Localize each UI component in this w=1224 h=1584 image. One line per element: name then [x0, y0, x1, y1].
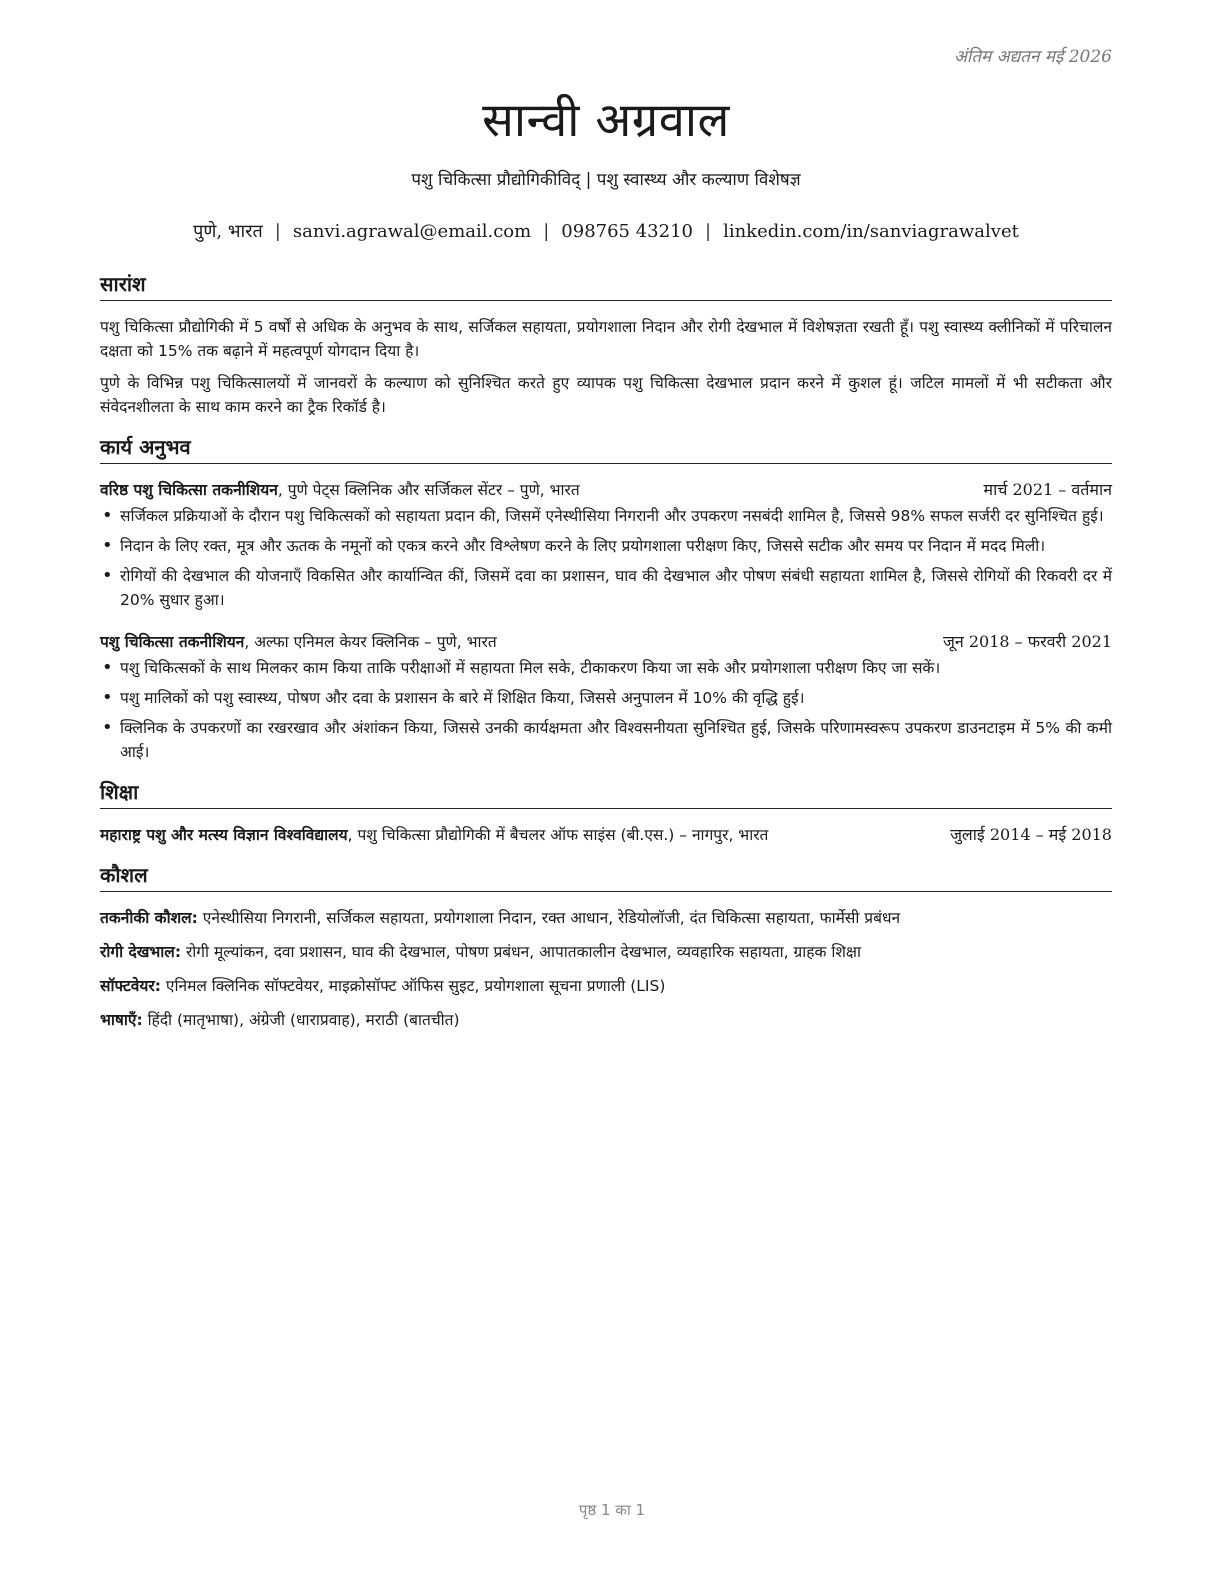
job-dates: मार्च 2021 – वर्तमान [983, 480, 1112, 499]
skill-value: एनिमल क्लिनिक सॉफ्टवेयर, माइक्रोसॉफ्ट ऑफिस सुइट, प्रयोगशाला सूचना प्रणाली (LIS) [160, 977, 666, 995]
candidate-name: सान्वी अग्रवाल [482, 93, 730, 148]
job-bullet: • क्लिनिक के उपकरणों का रखरखाव और अंशांकन किया, जिससे उनकी कार्यक्षमता और विश्वसनीयता सुनिश्चित हुई, जिसके परिणामस्वरूप उपकरण डाउनटाइम में 5% की कमी आई। [120, 716, 1112, 764]
education-degree: , पशु चिकित्सा प्रौद्योगिकी में बैचलर ऑफ साइंस (बी.एस.) – नागपुर, भारत [347, 826, 769, 844]
skill-line [100, 1008, 1112, 1032]
job-bullet: • पशु चिकित्सकों के साथ मिलकर काम किया ताकि परीक्षाओं में सहायता मिल सके, टीकाकरण किया जा सके और प्रयोगशाला परीक्षण किए जा सकें। [120, 656, 1112, 680]
job-title-line [100, 478, 580, 502]
summary-paragraph: पुणे के विभिन्न पशु चिकित्सालयों में जानवरों के कल्याण को सुनिश्चित करते हुए व्यापक पशु चिकित्सा देखभाल प्रदान करने में कुशल हूं। जटिल मामलों में भी सटीकता और संवेदनशीलता के साथ काम करने का ट्रैक रिकॉर्ड है। [100, 374, 1112, 416]
skill-label: तकनीकी कौशल: [100, 909, 198, 927]
job-entry [100, 630, 1112, 764]
job-role: वरिष्ठ पशु चिकित्सा तकनीशियन [100, 481, 278, 499]
job-bullet: • पशु मालिकों को पशु स्वास्थ्य, पोषण और दवा के प्रशासन के बारे में शिक्षित किया, जिससे अनुपालन में 10% की वृद्धि हुई। [120, 686, 1112, 710]
skill-value: हिंदी (मातृभाषा), अंग्रेजी (धाराप्रवाह), मराठी (बातचीत) [142, 1011, 460, 1029]
skill-value: रोगी मूल्यांकन, दवा प्रशासन, घाव की देखभाल, पोषण प्रबंधन, आपातकालीन देखभाल, व्यवहारिक सहायता, ग्राहक शिक्षा [181, 943, 862, 961]
skill-line [100, 940, 1112, 964]
resume-content [100, 270, 1112, 1042]
education-dates: जुलाई 2014 – मई 2018 [950, 825, 1112, 844]
summary-paragraph: पशु चिकित्सा प्रौद्योगिकी में 5 वर्षों से अधिक के अनुभव के साथ, सर्जिकल सहायता, प्रयोगशाला निदान और रोगी देखभाल में विशेषज्ञता रखती हूँ। पशु स्वास्थ्य क्लीनिकों में परिचालन दक्षता को 15% तक बढ़ाने में महत्वपूर्ण योगदान दिया है। [100, 318, 1112, 360]
skill-label: सॉफ्टवेयर: [100, 977, 161, 995]
skills-section [100, 861, 1112, 1032]
experience-section [100, 433, 1112, 764]
job-header [100, 478, 1112, 502]
contact-linkedin[interactable]: linkedin.com/in/sanviagrawalvet [723, 221, 1019, 242]
job-header [100, 630, 1112, 654]
education-details [100, 823, 890, 847]
skills-heading: कौशल [100, 861, 1112, 892]
skill-label: भाषाएँ: [100, 1011, 143, 1029]
education-section [100, 778, 1112, 847]
last-updated-note: अंतिम अद्यतन मई 2026 [953, 47, 1112, 67]
summary-section [100, 270, 1112, 419]
skill-value: एनेस्थीसिया निगरानी, सर्जिकल सहायता, प्रयोगशाला निदान, रक्त आधान, रेडियोलॉजी, दंत चिकित्सा सहायता, फार्मेसी प्रबंधन [197, 909, 901, 927]
contact-phone: 098765 43210 [561, 221, 693, 242]
job-entry [100, 478, 1112, 612]
skill-line [100, 974, 1112, 998]
education-heading: शिक्षा [100, 778, 1112, 809]
candidate-tagline: पशु चिकित्सा प्रौद्योगिकीविद् | पशु स्वास्थ्य और कल्याण विशेषज्ञ [411, 170, 801, 190]
job-organization: , पुणे पेट्स क्लिनिक और सर्जिकल सेंटर – पुणे, भारत [277, 481, 580, 499]
job-title-line [100, 630, 497, 654]
contact-line [100, 219, 1112, 243]
job-bullet: • रोगियों की देखभाल की योजनाएँ विकसित और कार्यान्वित कीं, जिसमें दवा का प्रशासन, घाव की देखभाल और पोषण संबंधी सहायता शामिल है, जिससे रोगियों की रिकवरी दर में 20% सुधार हुआ। [120, 564, 1112, 612]
job-bullets [100, 504, 1112, 612]
contact-location: पुणे, भारत [193, 221, 263, 242]
job-role: पशु चिकित्सा तकनीशियन [100, 633, 245, 651]
page-number: पृष्ठ 1 का 1 [578, 1501, 646, 1519]
job-bullets [100, 656, 1112, 764]
contact-separator: | [274, 221, 281, 242]
contact-separator: | [543, 221, 550, 242]
skill-label: रोगी देखभाल: [100, 943, 182, 961]
education-entry [100, 823, 1112, 847]
contact-separator: | [705, 221, 712, 242]
skill-line [100, 906, 1112, 930]
job-bullet: • निदान के लिए रक्त, मूत्र और ऊतक के नमूनों को एकत्र करने और विश्लेषण करने के लिए प्रयोगशाला परीक्षण किए, जिससे सटीक और समय पर निदान में मदद मिली। [120, 534, 1112, 558]
job-organization: , अल्फा एनिमल केयर क्लिनिक – पुणे, भारत [244, 633, 497, 651]
contact-email[interactable]: sanvi.agrawal@email.com [292, 221, 532, 242]
summary-heading: सारांश [100, 270, 1112, 301]
experience-heading: कार्य अनुभव [100, 433, 1112, 464]
job-bullet: • सर्जिकल प्रक्रियाओं के दौरान पशु चिकित्सकों को सहायता प्रदान की, जिसमें एनेस्थीसिया निगरानी और उपकरण नसबंदी शामिल है, जिससे 98% सफल सर्जरी दर सुनिश्चित हुई। [120, 504, 1112, 528]
education-institution: महाराष्ट्र पशु और मत्स्य विज्ञान विश्वविद्यालय [100, 826, 348, 844]
job-dates: जून 2018 – फरवरी 2021 [943, 632, 1112, 651]
